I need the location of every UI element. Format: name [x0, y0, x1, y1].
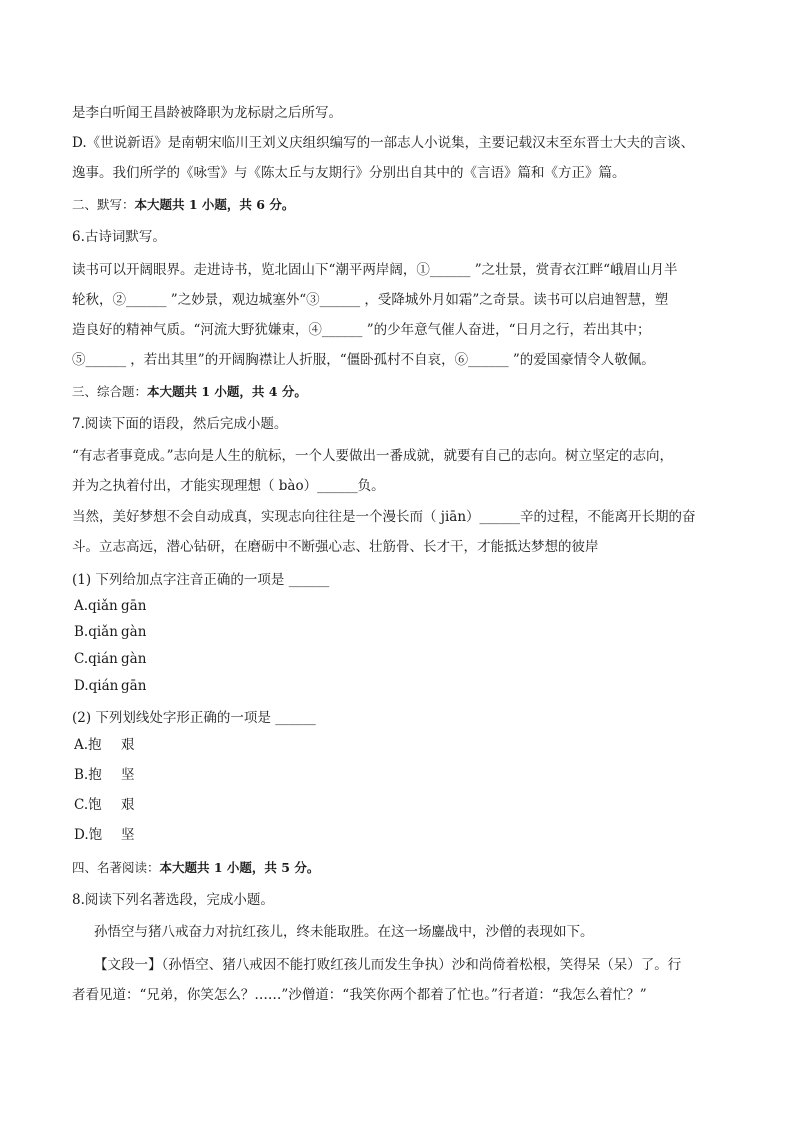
section-summary: 本大题共 1 小题，共 5 分。: [159, 860, 320, 875]
q7-1-option-b: B.qiǎn gàn: [74, 624, 147, 640]
q6-text-line: 造良好的精神气质。“河流大野犹嫌束，④______ ”的少年意气催人奋进，“日月之行，若出其中；: [72, 322, 651, 338]
q7-1-option-a: A.qiǎn gān: [74, 598, 147, 614]
section-prefix: 三、综合题：: [72, 384, 148, 399]
q7-2-option-d: D.饱 坚: [74, 827, 135, 843]
q7-1-option-c: C.qián gàn: [74, 651, 147, 667]
question-6-title: 6.古诗词默写。: [72, 229, 166, 245]
text-line: 是李白听闻王昌龄被降职为龙标尉之后所写。: [72, 105, 342, 121]
q7-passage-line: 当然，美好梦想不会自动成真，实现志向往往是一个漫长而（ jiān）______辛的过程，不能离开长期的奋: [72, 509, 696, 525]
q7-2-option-c: C.饱 艰: [74, 797, 135, 813]
q8-excerpt-line: 者看见道：“兄弟，你笑怎么？……”沙僧道：“我笑你两个都着了忙也。”行者道：“我怎么着忙？”: [72, 987, 647, 1003]
q7-2-option-b: B.抱 坚: [74, 767, 135, 783]
section-heading-4: [72, 858, 722, 878]
q6-text-line: 轮秋，②______ ”之妙景，观边城塞外“③______ ，受降城外月如霜”之奇景。读书可以启迪智慧，塑: [72, 292, 669, 308]
q6-text-line: ⑤______ ，若出其里”的开阔胸襟让人折服，“僵卧孤村不自哀，⑥______ ”的爱国豪情令人敬佩。: [72, 352, 655, 368]
q7-2-option-a: A.抱 艰: [74, 737, 135, 753]
q6-text-line: 读书可以开阔眼界。走进诗书，览北固山下“潮平两岸阔，①______ ”之壮景，赏青衣江畔“峨眉山月半: [72, 262, 678, 278]
question-8-title: 8.阅读下列名著选段，完成小题。: [72, 892, 274, 908]
q7-sub-question-1: (1) 下列给加点字注音正确的一项是 ______: [72, 572, 330, 588]
question-7-title: 7.阅读下面的语段，然后完成小题。: [72, 416, 288, 432]
section-prefix: 二、默写：: [72, 197, 135, 212]
q8-excerpt-line: 【文段一】（孙悟空、猪八戒因不能打败红孩儿而发生争执）沙和尚倚着松根，笑得呆（呆）了。行: [94, 957, 682, 973]
q7-sub-question-2: (2) 下列划线处字形正确的一项是 ______: [72, 710, 316, 726]
section-prefix: 四、名著阅读：: [72, 860, 160, 875]
q7-passage-line: 斗。立志高远，潜心钻研，在磨砺中不断强心志、壮筋骨、长才干，才能抵达梦想的彼岸: [72, 539, 599, 555]
q7-passage-line: 并为之执着付出，才能实现理想（ bào）______负。: [72, 478, 385, 494]
text-line: 逸事。我们所学的《咏雪》与《陈太丘与友期行》分别出自其中的《言语》篇和《方正》篇。: [72, 165, 626, 181]
section-heading-2: [72, 195, 722, 215]
section-summary: 本大题共 1 小题，共 4 分。: [147, 384, 307, 399]
q7-passage-line: “有志者事竟成。”志向是人生的航标，一个人要做出一番成就，就要有自己的志向。树立坚定的志向，: [72, 448, 674, 464]
section-summary: 本大题共 1 小题，共 6 分。: [134, 197, 295, 212]
section-heading-3: [72, 382, 722, 402]
option-d-line: D.《世说新语》是南朝宋临川王刘义庆组织编写的一部志人小说集，主要记载汉末至东晋士大夫的言谈、: [72, 135, 695, 151]
q7-1-option-d: D.qián gān: [74, 678, 147, 694]
q8-intro: 孙悟空与猪八戒奋力对抗红孩儿，终未能取胜。在这一场鏖战中，沙僧的表现如下。: [94, 924, 594, 940]
